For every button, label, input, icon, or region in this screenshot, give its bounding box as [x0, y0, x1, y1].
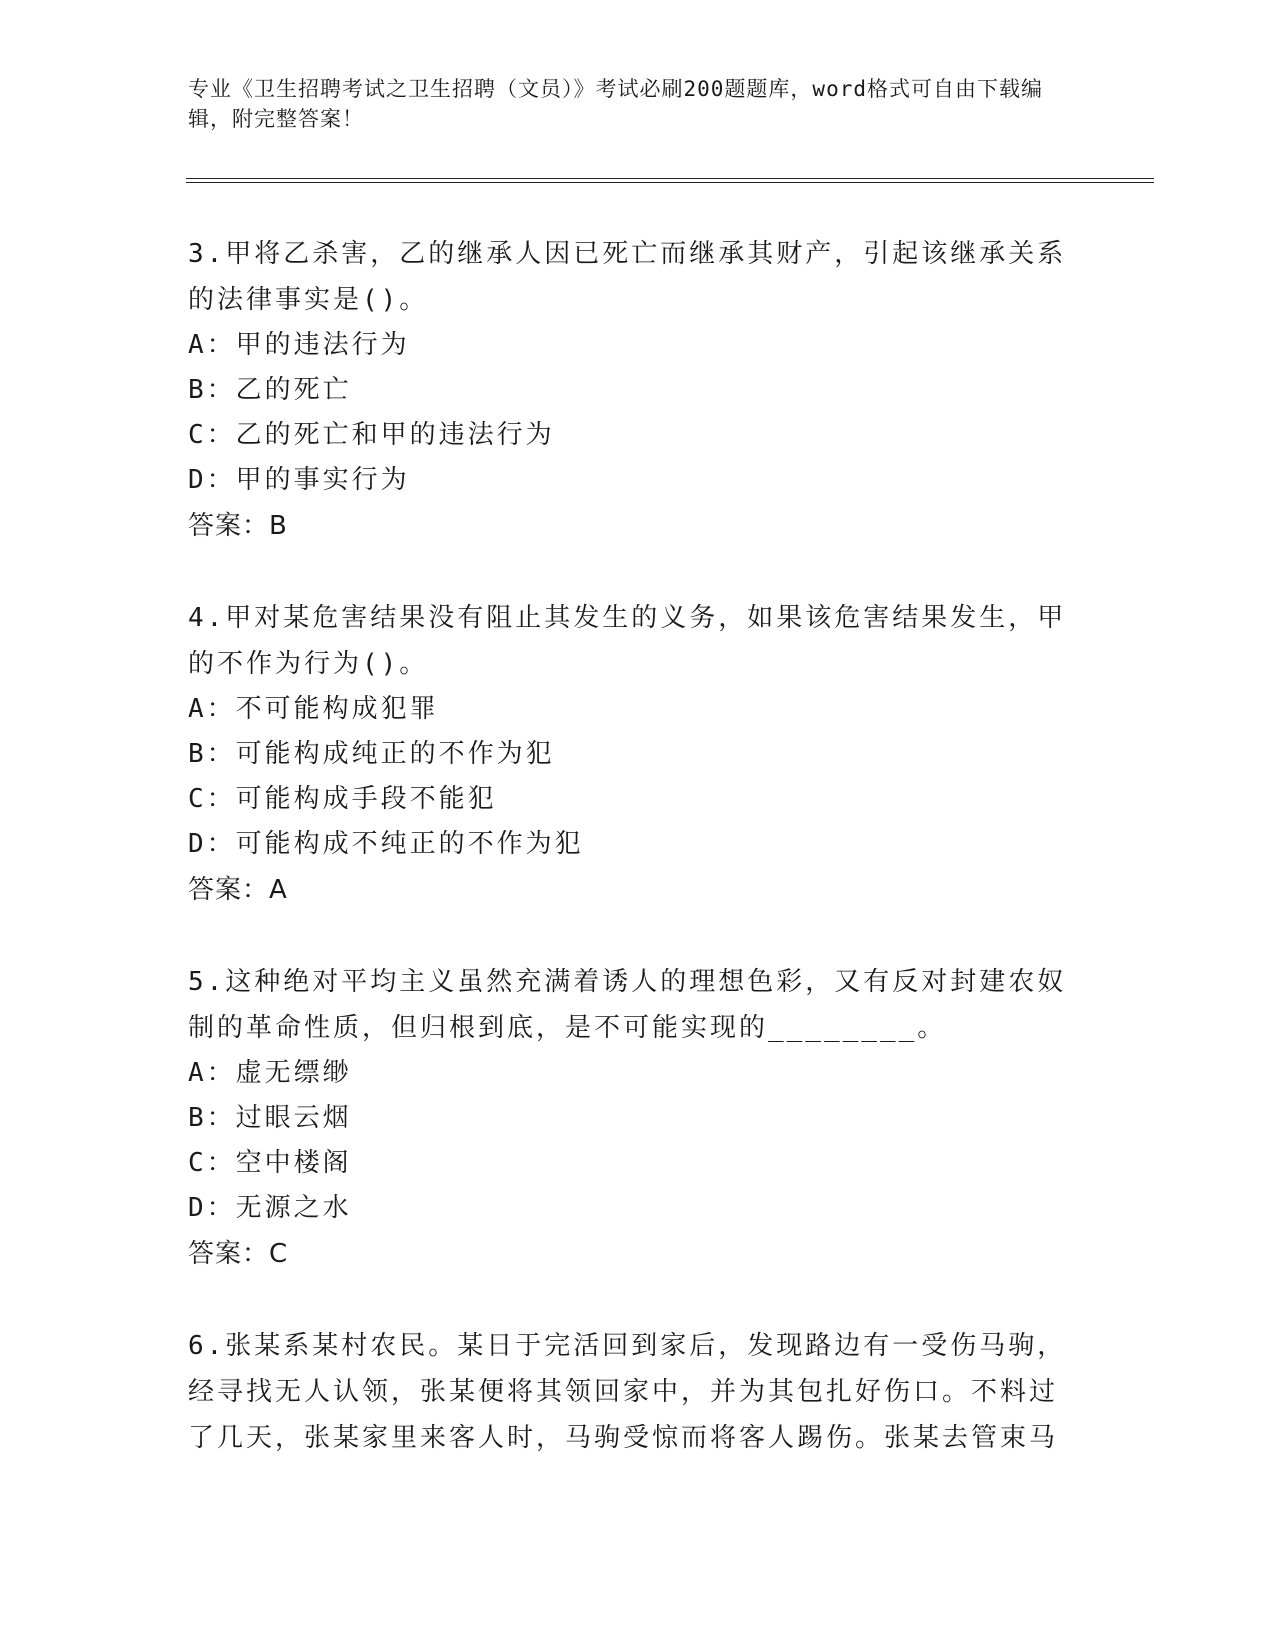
option-a: A：虚无缥缈: [188, 1058, 352, 1088]
answer-value: A: [269, 875, 287, 905]
question-4: [188, 595, 1068, 913]
question-3: [188, 231, 1068, 549]
answer-label: 答案：: [188, 875, 270, 905]
option-a: A：甲的违法行为: [188, 330, 410, 360]
answer-line: [188, 503, 1068, 549]
document-header: 专业《卫生招聘考试之卫生招聘（文员）》考试必刷200题题库，word格式可自由下载编辑，附完整答案！: [188, 77, 1043, 131]
option-d: D：无源之水: [188, 1193, 352, 1223]
option-c: C：空中楼阁: [188, 1148, 352, 1178]
question-stem: 5.这种绝对平均主义虽然充满着诱人的理想色彩，又有反对封建农奴制的革命性质，但归根到底，是不可能实现的________。: [188, 967, 1067, 1043]
question-stem: 6.张某系某村农民。某日于完活回到家后，发现路边有一受伤马驹，经寻找无人认领，张某便将其领回家中，并为其包扎好伤口。不料过了几天，张某家里来客人时，马驹受惊而将客人踢伤。张某去管束马: [188, 1331, 1067, 1453]
answer-label: 答案：: [188, 511, 270, 541]
option-a: A：不可能构成犯罪: [188, 694, 439, 724]
option-b: B：过眼云烟: [188, 1103, 352, 1133]
answer-label: 答案：: [188, 1239, 270, 1269]
option-c: C：可能构成手段不能犯: [188, 784, 497, 814]
answer-value: B: [269, 511, 287, 541]
option-d: D：甲的事实行为: [188, 465, 410, 495]
answer-line: [188, 867, 1068, 913]
question-stem: 3.甲将乙杀害，乙的继承人因已死亡而继承其财产，引起该继承关系的法律事实是()。: [188, 239, 1067, 315]
option-d: D：可能构成不纯正的不作为犯: [188, 829, 584, 859]
question-stem: 4.甲对某危害结果没有阻止其发生的义务，如果该危害结果发生，甲的不作为行为()。: [188, 603, 1067, 679]
question-list: [188, 231, 1068, 1507]
option-b: B：乙的死亡: [188, 375, 352, 405]
header-divider: [186, 178, 1154, 183]
question-6: [188, 1323, 1068, 1461]
answer-line: [188, 1231, 1068, 1277]
question-5: [188, 959, 1068, 1277]
option-c: C：乙的死亡和甲的违法行为: [188, 420, 555, 450]
answer-value: C: [269, 1239, 288, 1269]
option-b: B：可能构成纯正的不作为犯: [188, 739, 555, 769]
